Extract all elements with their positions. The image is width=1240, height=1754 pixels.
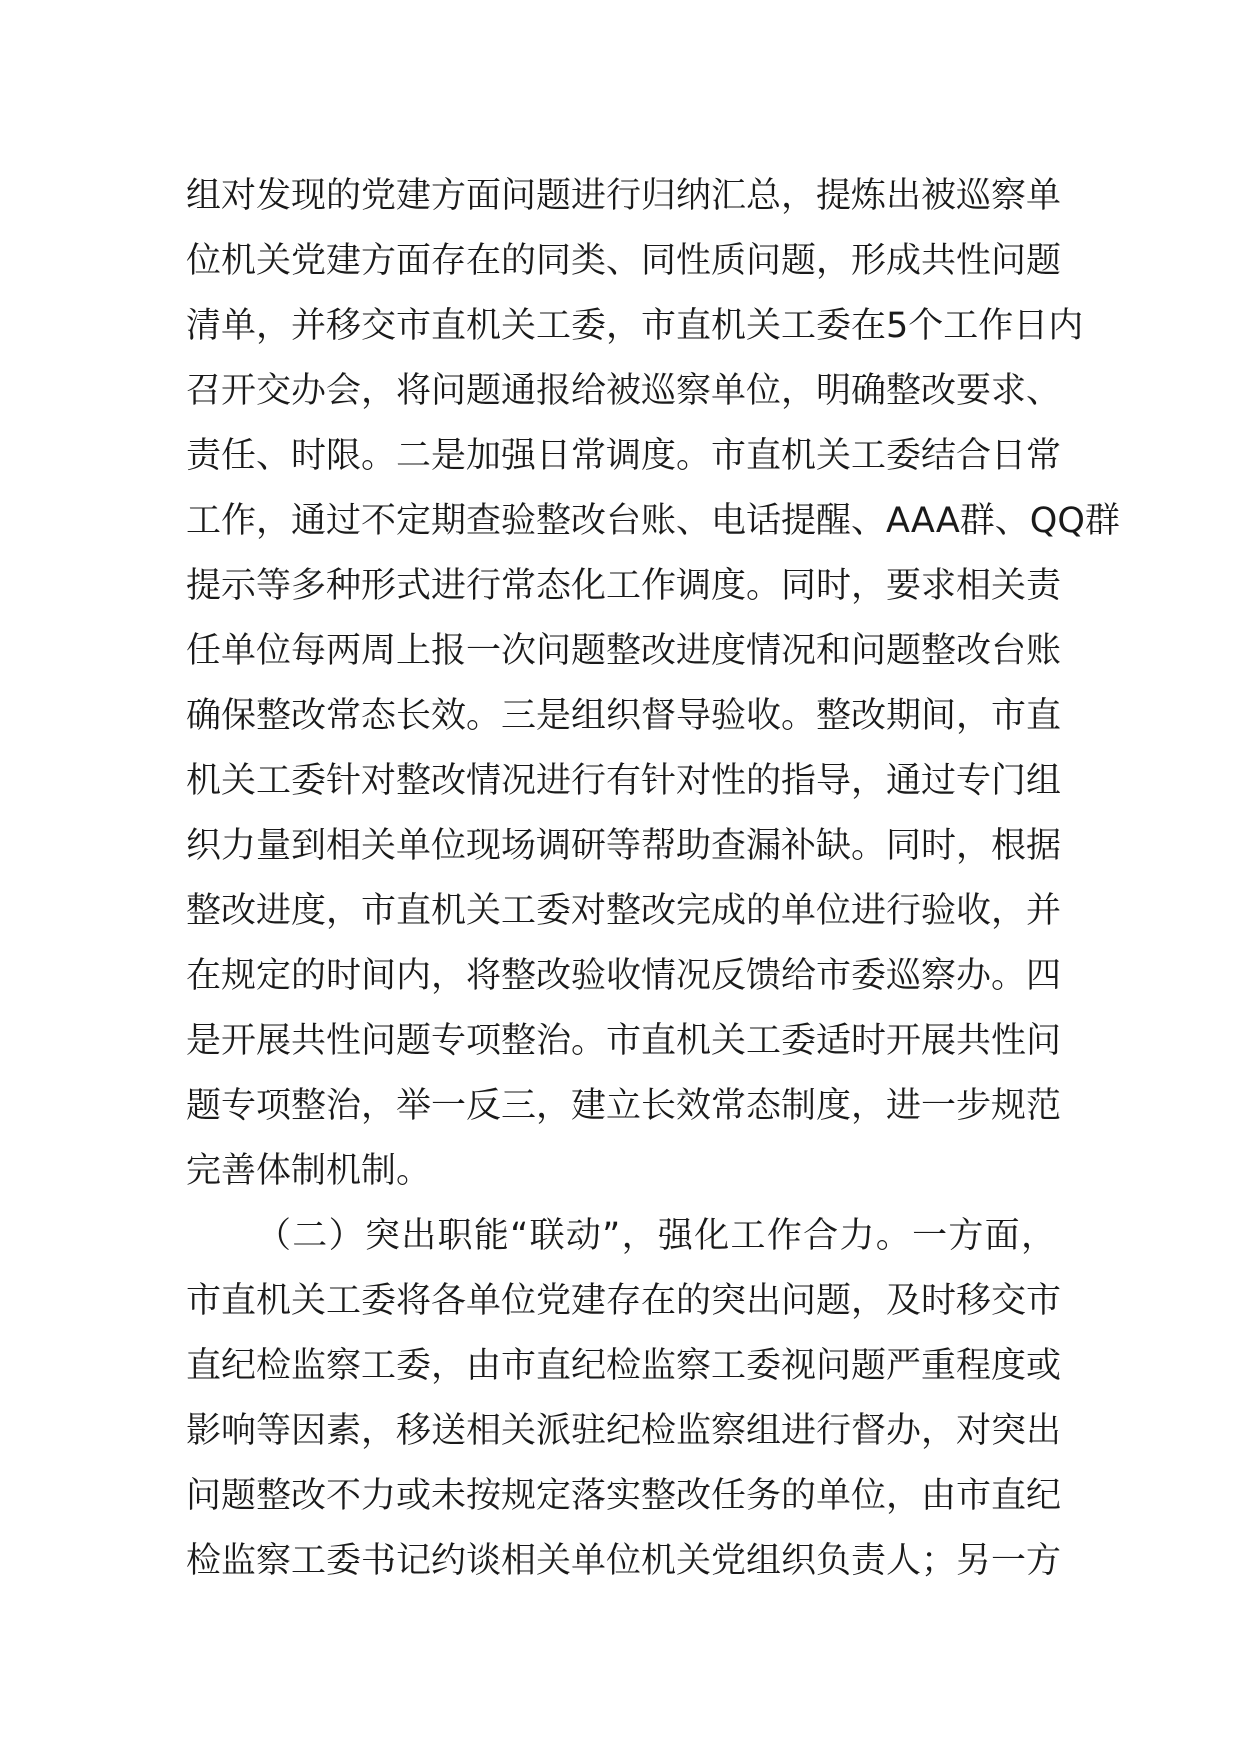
- text-line: 问题整改不力或未按规定落实整改任务的单位，由市直纪: [186, 1476, 1062, 1516]
- text-line: 在规定的时间内，将整改验收情况反馈给市委巡察办。四: [186, 956, 1062, 996]
- text-line: 检监察工委书记约谈相关单位机关党组织负责人；另一方: [186, 1541, 1062, 1581]
- text-line: 机关工委针对整改情况进行有针对性的指导，通过专门组: [186, 761, 1062, 801]
- text-line: 是开展共性问题专项整治。市直机关工委适时开展共性问: [186, 1021, 1062, 1061]
- text-line: 市直机关工委将各单位党建存在的突出问题，及时移交市: [186, 1281, 1062, 1321]
- section-heading-line: （二）突出职能“联动”，强化工作合力。一方面，: [256, 1216, 1056, 1256]
- text-line: 直纪检监察工委，由市直纪检监察工委视问题严重程度或: [186, 1346, 1062, 1386]
- text-line: 工作，通过不定期查验整改台账、电话提醒、AAA群、QQ群: [186, 501, 1120, 541]
- text-line: 确保整改常态长效。三是组织督导验收。整改期间，市直: [186, 696, 1062, 736]
- text-line: 影响等因素，移送相关派驻纪检监察组进行督办，对突出: [186, 1411, 1062, 1451]
- text-line: 提示等多种形式进行常态化工作调度。同时，要求相关责: [186, 566, 1062, 606]
- text-line: 位机关党建方面存在的同类、同性质问题，形成共性问题: [186, 241, 1062, 281]
- text-line: 题专项整治，举一反三，建立长效常态制度，进一步规范: [186, 1086, 1062, 1126]
- text-line: 织力量到相关单位现场调研等帮助查漏补缺。同时，根据: [186, 826, 1062, 866]
- body-text: [186, 164, 1120, 1594]
- text-line: 组对发现的党建方面问题进行归纳汇总，提炼出被巡察单: [186, 176, 1062, 216]
- text-line: 召开交办会，将问题通报给被巡察单位，明确整改要求、: [186, 371, 1062, 411]
- text-line: 任单位每两周上报一次问题整改进度情况和问题整改台账: [186, 631, 1062, 671]
- text-line: 清单，并移交市直机关工委，市直机关工委在5个工作日内: [186, 306, 1084, 346]
- text-line: 责任、时限。二是加强日常调度。市直机关工委结合日常: [186, 436, 1062, 476]
- text-line: 整改进度，市直机关工委对整改完成的单位进行验收，并: [186, 891, 1062, 931]
- text-line: 完善体制机制。: [186, 1151, 432, 1191]
